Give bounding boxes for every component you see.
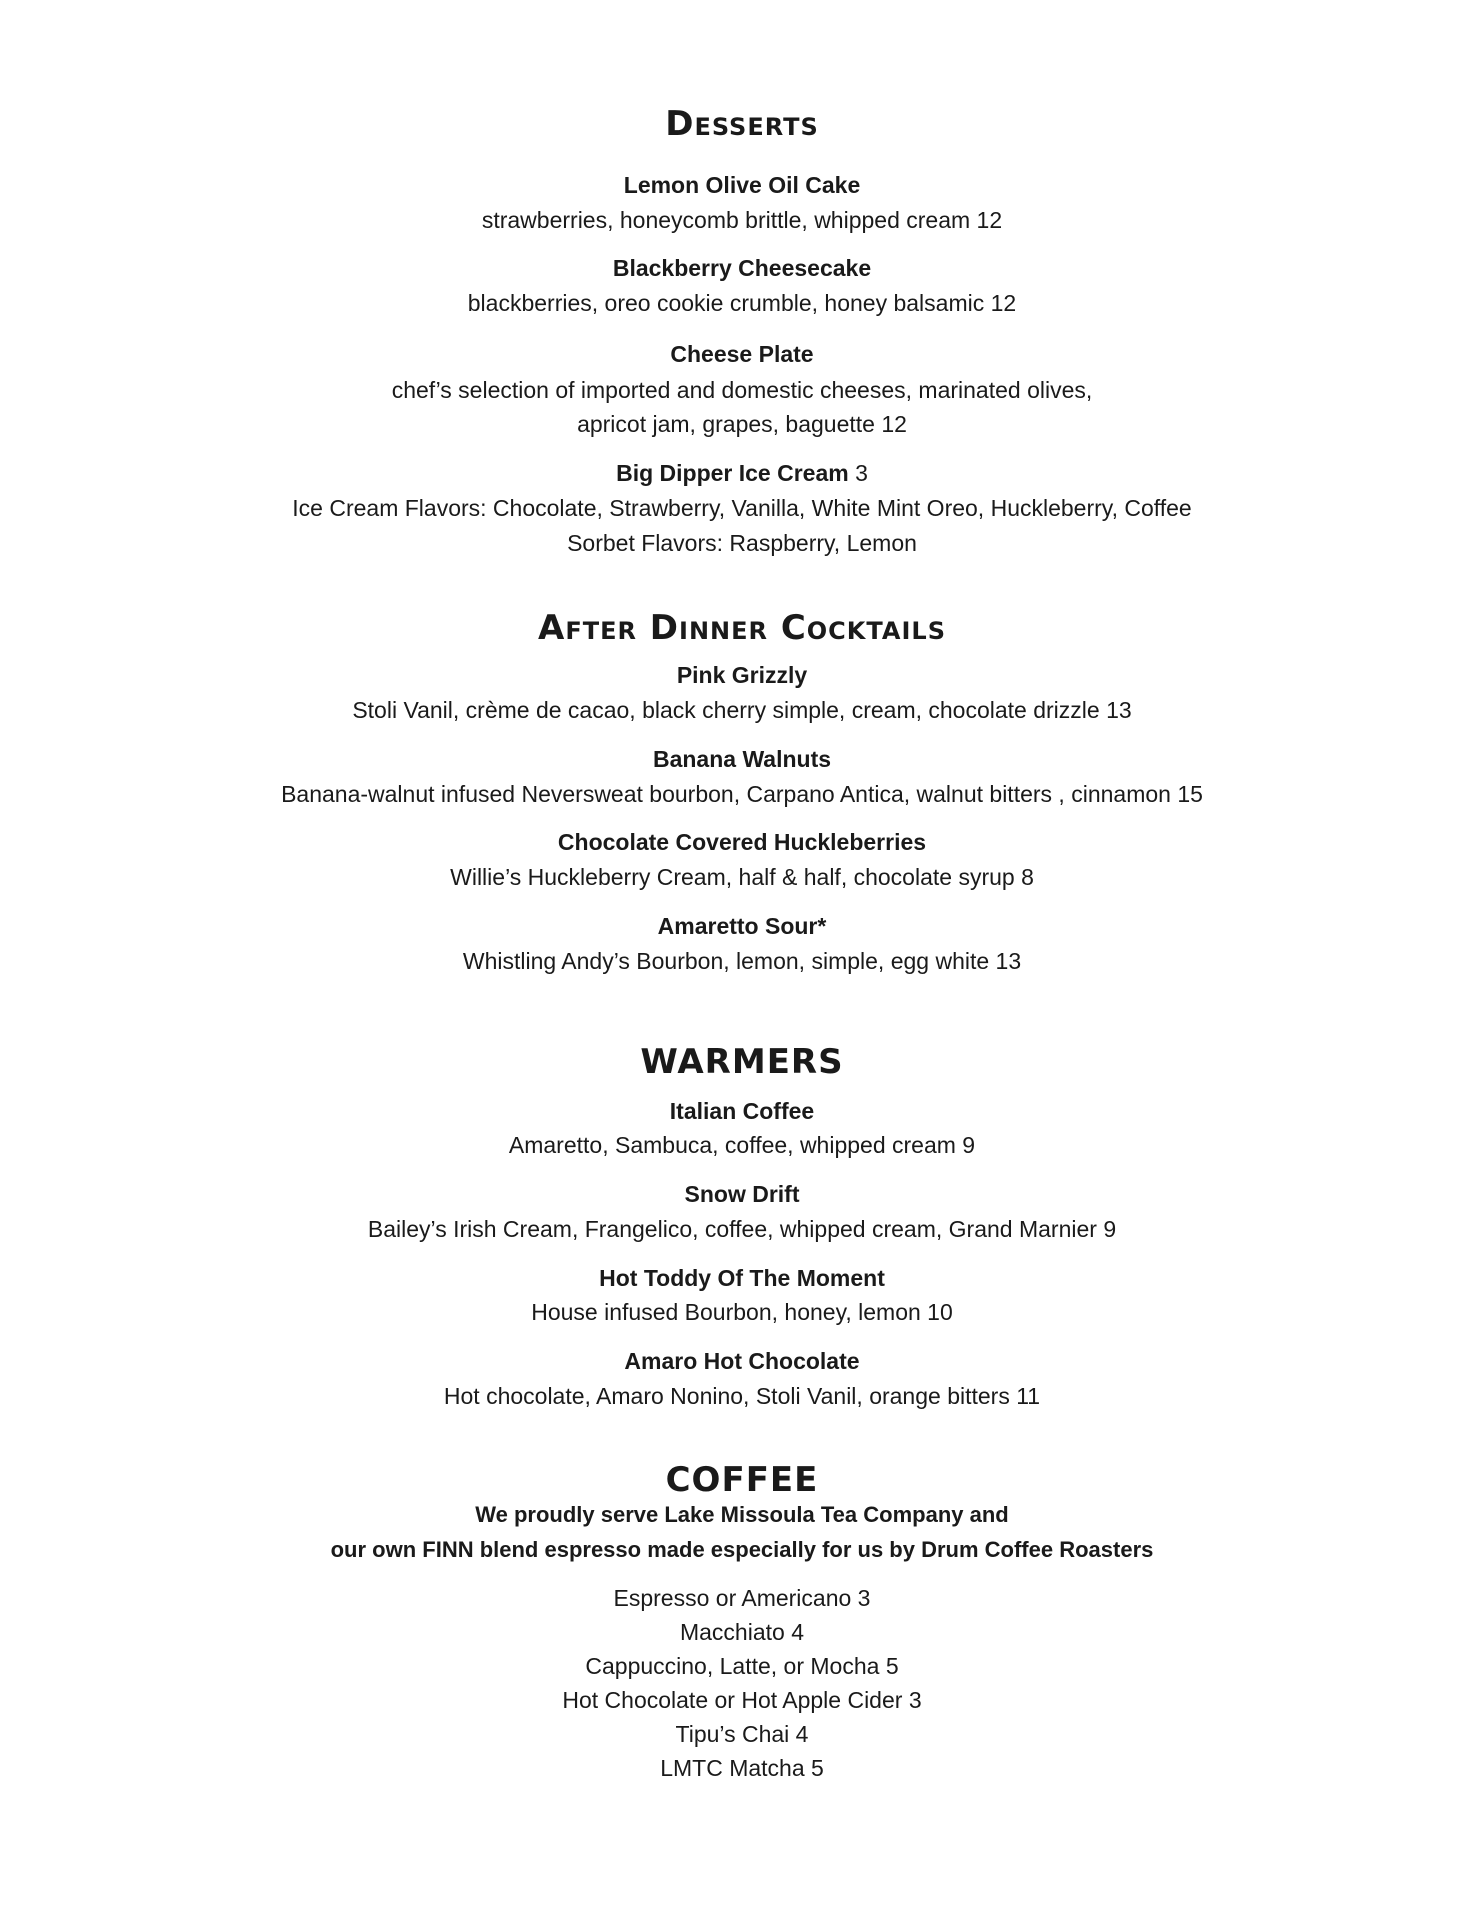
cocktail-desc: Banana-walnut infused Neversweat bourbon, Carpano Antica, walnut bitters , cinnamon 15 xyxy=(281,781,1203,807)
coffee-heading: COFFEE xyxy=(665,1460,819,1500)
coffee-item: LMTC Matcha 5 xyxy=(660,1755,824,1781)
cocktail-desc: Whistling Andy’s Bourbon, lemon, simple, egg white 13 xyxy=(462,948,1022,974)
dessert-desc: blackberries, oreo cookie crumble, honey balsamic 12 xyxy=(467,290,1017,316)
warmer-desc: Hot chocolate, Amaro Nonino, Stoli Vanil, orange bitters 11 xyxy=(443,1383,1041,1409)
dessert-name-text: Big Dipper Ice Cream xyxy=(616,460,849,486)
coffee-item: Espresso or Americano 3 xyxy=(613,1585,871,1611)
cocktail-name: Amaretto Sour* xyxy=(657,913,827,939)
coffee-intro: We proudly serve Lake Missoula Tea Company and xyxy=(475,1502,1009,1527)
warmer-name: Italian Coffee xyxy=(669,1098,815,1124)
dessert-desc: strawberries, honeycomb brittle, whipped cream 12 xyxy=(481,207,1003,233)
warmer-name: Amaro Hot Chocolate xyxy=(624,1348,860,1374)
dessert-name: Lemon Olive Oil Cake xyxy=(623,172,861,198)
dessert-desc: Sorbet Flavors: Raspberry, Lemon xyxy=(567,530,917,556)
coffee-item: Macchiato 4 xyxy=(679,1619,804,1645)
warmer-desc: House infused Bourbon, honey, lemon 10 xyxy=(531,1299,953,1325)
warmer-name: Snow Drift xyxy=(684,1181,800,1207)
dessert-desc: chef’s selection of imported and domestic cheeses, marinated olives, xyxy=(391,377,1093,403)
coffee-intro: our own FINN blend espresso made especially for us by Drum Coffee Roasters xyxy=(330,1537,1154,1562)
dessert-name: Cheese Plate xyxy=(670,341,814,367)
warmer-name: Hot Toddy Of The Moment xyxy=(599,1265,885,1291)
cocktail-desc: Willie’s Huckleberry Cream, half & half, chocolate syrup 8 xyxy=(450,864,1034,890)
cocktails-heading: After Dinner Cocktails xyxy=(538,608,946,648)
warmer-desc: Amaretto, Sambuca, coffee, whipped cream 9 xyxy=(508,1132,976,1158)
cocktail-name: Pink Grizzly xyxy=(676,662,808,688)
dessert-desc: apricot jam, grapes, baguette 12 xyxy=(577,411,907,437)
cocktail-name: Chocolate Covered Huckleberries xyxy=(557,829,927,855)
warmers-heading: WARMERS xyxy=(640,1042,844,1082)
coffee-item: Tipu’s Chai 4 xyxy=(675,1721,809,1747)
dessert-price: 3 xyxy=(855,460,868,486)
dessert-name: Blackberry Cheesecake xyxy=(612,255,872,281)
warmer-desc: Bailey’s Irish Cream, Frangelico, coffee, whipped cream, Grand Marnier 9 xyxy=(367,1216,1117,1242)
cocktail-desc: Stoli Vanil, crème de cacao, black cherry simple, cream, chocolate drizzle 13 xyxy=(352,697,1132,723)
coffee-item: Cappuccino, Latte, or Mocha 5 xyxy=(585,1653,899,1679)
coffee-item: Hot Chocolate or Hot Apple Cider 3 xyxy=(562,1687,922,1713)
cocktail-name: Banana Walnuts xyxy=(652,746,832,772)
dessert-name xyxy=(0,458,1484,488)
dessert-desc: Ice Cream Flavors: Chocolate, Strawberry, Vanilla, White Mint Oreo, Huckleberry, Coffee xyxy=(292,495,1192,521)
desserts-heading: Desserts xyxy=(665,104,819,144)
